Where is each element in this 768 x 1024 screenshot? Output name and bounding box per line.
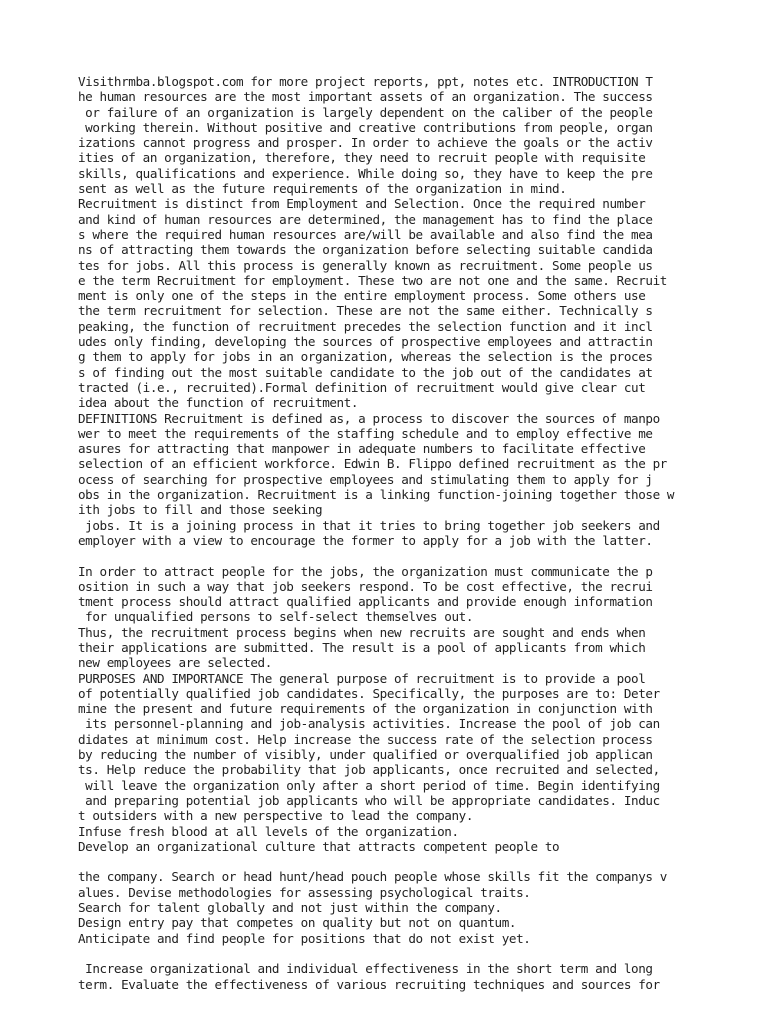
text-line (78, 946, 758, 961)
text-line: the term recruitment for selection. These are not the same either. Technically s (78, 303, 653, 319)
text-line: Search for talent globally and not just within the company. (78, 900, 502, 916)
text-line: their applications are submitted. The result is a pool of applicants from which (78, 639, 646, 655)
text-line: PURPOSES AND IMPORTANCE The general purpose of recruitment is to provide a pool (78, 670, 646, 686)
text-line: ities of an organization, therefore, they need to recruit people with requisite (78, 150, 646, 166)
text-line (78, 548, 758, 563)
text-line: peaking, the function of recruitment precedes the selection function and it incl (78, 318, 653, 334)
text-line: ith jobs to fill and those seeking (78, 502, 323, 518)
text-line: for unqualified persons to self-select themselves out. (78, 609, 474, 625)
text-line: t outsiders with a new perspective to lead the company. (78, 808, 474, 824)
text-line (78, 854, 758, 869)
text-line: he human resources are the most important assets of an organization. The success (78, 89, 653, 105)
text-line: its personnel-planning and job-analysis activities. Increase the pool of job can (78, 716, 660, 732)
text-line: the company. Search or head hunt/head pouch people whose skills fit the companys v (78, 869, 667, 885)
text-line: and preparing potential job applicants who will be appropriate candidates. Induc (78, 792, 660, 808)
text-line: Visithrmba.blogspot.com for more project reports, ppt, notes etc. INTRODUCTION T (78, 74, 653, 89)
text-line: sent as well as the future requirements of the organization in mind. (78, 181, 567, 197)
text-line: tment process should attract qualified applicants and provide enough information (78, 594, 653, 610)
text-line: Increase organizational and individual effectiveness in the short term and long (78, 961, 653, 977)
text-line: Infuse fresh blood at all levels of the organization. (78, 823, 459, 839)
text-line: term. Evaluate the effectiveness of various recruiting techniques and sources for (78, 976, 660, 992)
text-line: s where the required human resources are/will be available and also find the mea (78, 226, 653, 242)
text-line: s of finding out the most suitable candidate to the job out of the candidates at (78, 364, 653, 380)
text-line: In order to attract people for the jobs, the organization must communicate the p (78, 563, 653, 579)
text-line: new employees are selected. (78, 655, 272, 671)
text-line: osition in such a way that job seekers respond. To be cost effective, the recrui (78, 578, 653, 594)
text-line: Recruitment is distinct from Employment and Selection. Once the required number (78, 196, 646, 212)
text-line: jobs. It is a joining process in that it tries to bring together job seekers and (78, 517, 660, 533)
text-line: by reducing the number of visibly, under qualified or overqualified job applican (78, 747, 653, 763)
text-line: Develop an organizational culture that attracts competent people to (78, 838, 560, 854)
text-line: izations cannot progress and prosper. In order to achieve the goals or the activ (78, 135, 653, 151)
text-line: or failure of an organization is largely dependent on the caliber of the people (78, 104, 653, 120)
text-line: wer to meet the requirements of the staffing schedule and to employ effective me (78, 425, 653, 441)
text-line: will leave the organization only after a short period of time. Begin identifying (78, 777, 660, 793)
text-line: tracted (i.e., recruited).Formal definition of recruitment would give clear cut (78, 379, 646, 395)
text-line: of potentially qualified job candidates. Specifically, the purposes are to: Deter (78, 685, 660, 701)
text-line: and kind of human resources are determined, the management has to find the place (78, 211, 653, 227)
text-line: e the term Recruitment for employment. These two are not one and the same. Recruit (78, 272, 667, 288)
text-line: idea about the function of recruitment. (78, 395, 359, 411)
text-line: skills, qualifications and experience. While doing so, they have to keep the pre (78, 165, 653, 181)
text-line: g them to apply for jobs in an organization, whereas the selection is the proces (78, 349, 653, 365)
text-line: ment is only one of the steps in the entire employment process. Some others use (78, 288, 646, 304)
text-line: udes only finding, developing the sources of prospective employees and attractin (78, 334, 653, 350)
text-line: DEFINITIONS Recruitment is defined as, a process to discover the sources of manpo (78, 410, 660, 426)
text-line: Design entry pay that competes on quality but not on quantum. (78, 915, 517, 931)
text-line: working therein. Without positive and creative contributions from people, organ (78, 119, 653, 135)
text-line: ns of attracting them towards the organization before selecting suitable candida (78, 242, 653, 258)
text-line: obs in the organization. Recruitment is a linking function-joining together those w (78, 487, 675, 503)
text-line: selection of an efficient workforce. Edwin B. Flippo defined recruitment as the pr (78, 456, 667, 472)
text-line: asures for attracting that manpower in adequate numbers to facilitate effective (78, 441, 646, 457)
text-line: Anticipate and find people for positions that do not exist yet. (78, 930, 531, 946)
document-page (78, 74, 758, 992)
text-line: ts. Help reduce the probability that job applicants, once recruited and selected, (78, 762, 660, 778)
text-line: didates at minimum cost. Help increase the success rate of the selection process (78, 731, 653, 747)
text-line: Thus, the recruitment process begins when new recruits are sought and ends when (78, 624, 646, 640)
text-line: employer with a view to encourage the former to apply for a job with the latter. (78, 532, 653, 548)
text-line: mine the present and future requirements of the organization in conjunction with (78, 701, 653, 717)
text-line: alues. Devise methodologies for assessing psychological traits. (78, 884, 531, 900)
text-line: tes for jobs. All this process is generally known as recruitment. Some people us (78, 257, 653, 273)
text-line: ocess of searching for prospective employees and stimulating them to apply for j (78, 471, 653, 487)
